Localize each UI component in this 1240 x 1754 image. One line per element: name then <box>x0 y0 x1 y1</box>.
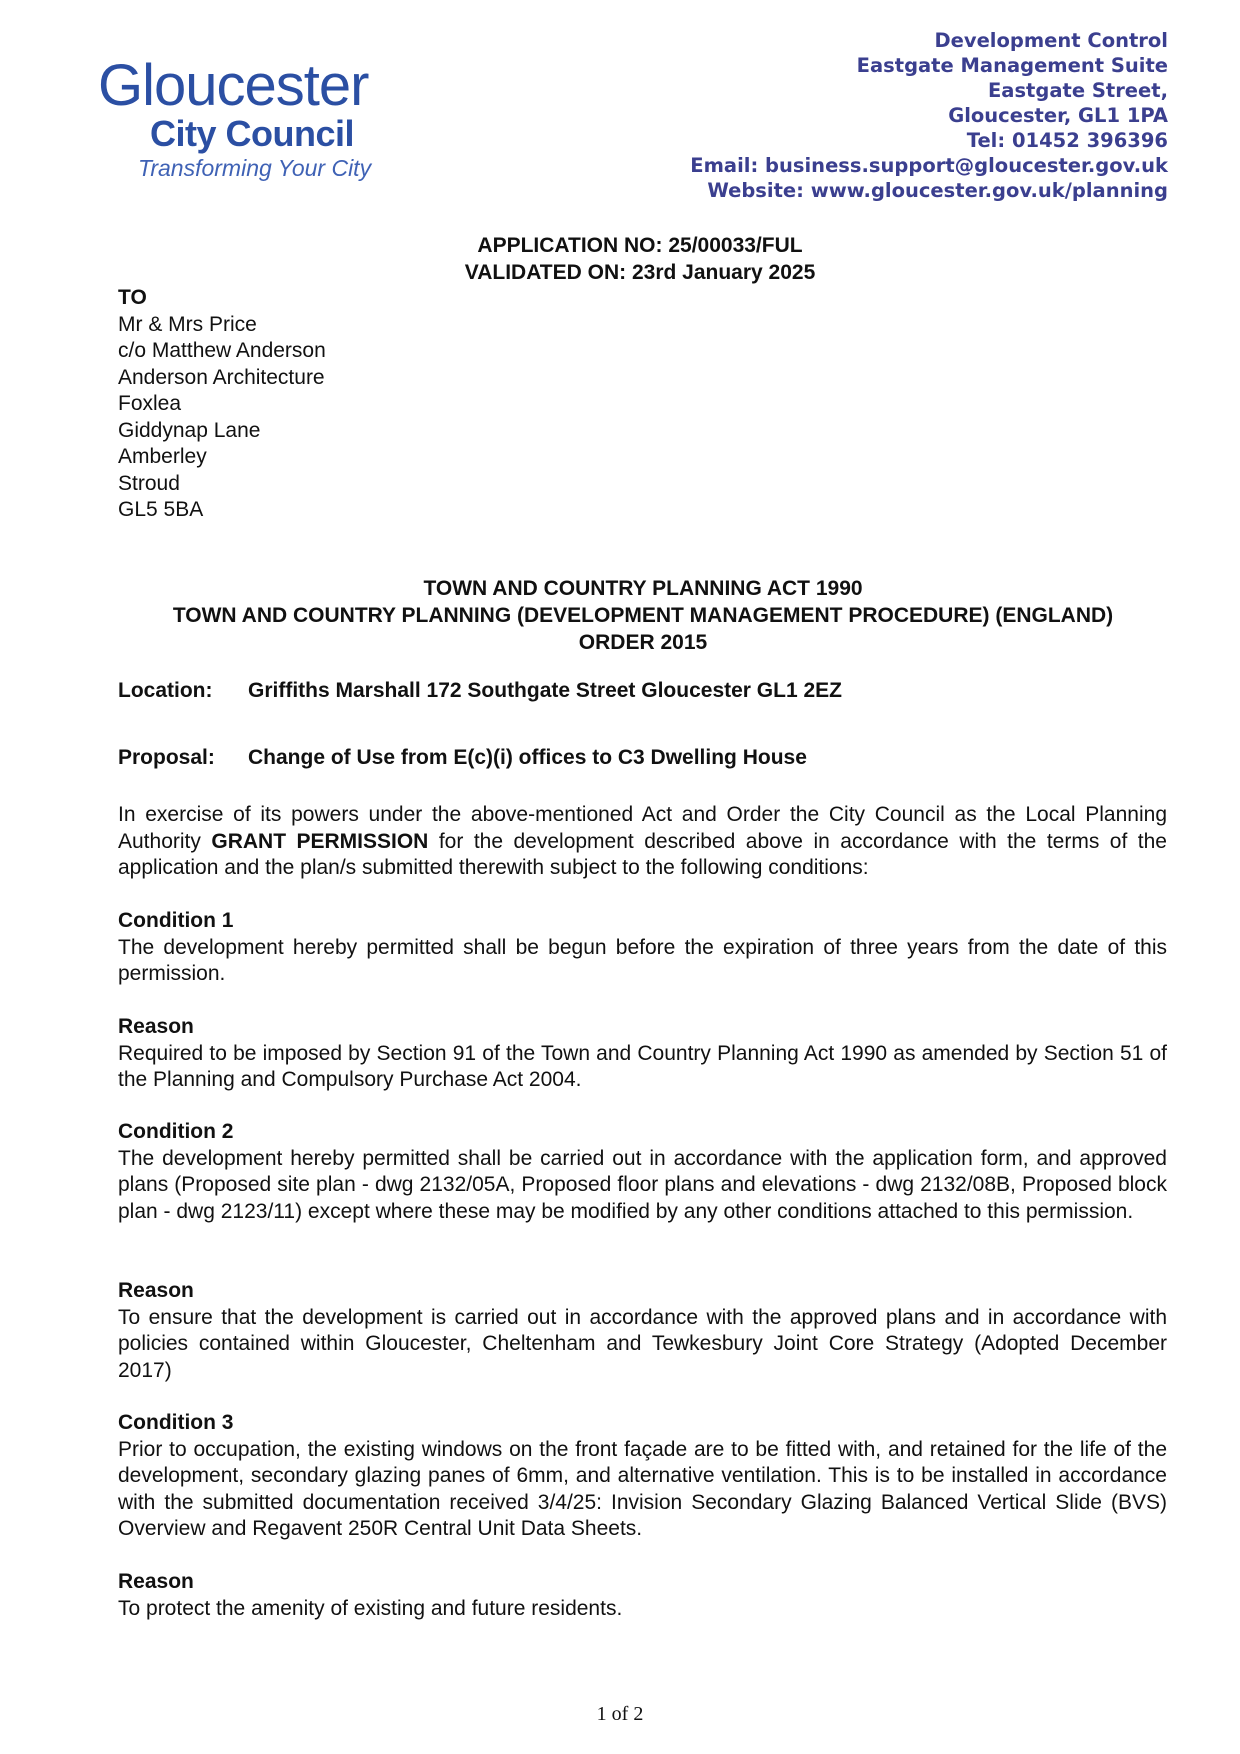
recipient-address <box>118 285 326 524</box>
reason-text: To ensure that the development is carried out in accordance with the approved plans and in accordance with policies contained within Gloucester, Cheltenham and Tewkesbury Joint Core Strategy (Adopted December 2017) <box>118 1305 1167 1382</box>
reason-text: Required to be imposed by Section 91 of the Town and Country Planning Act 1990 as amended by Section 51 of the Planning and Compulsory Purchase Act 2004. <box>118 1041 1167 1091</box>
address-line: Giddynap Lane <box>118 418 261 442</box>
contact-website[interactable]: Website: www.gloucester.gov.uk/planning <box>707 179 1168 202</box>
contact-city: Gloucester, GL1 1PA <box>948 104 1168 127</box>
location-label: Location: <box>118 679 213 702</box>
acts-heading <box>118 575 1168 656</box>
address-line: Stroud <box>118 471 180 495</box>
intro-before: In exercise of its powers under the above-mentioned Act and Order the City Council as the Local Planning Authority <box>118 803 1167 853</box>
condition-2 <box>118 1119 1167 1225</box>
condition-text: Prior to occupation, the existing windows on the front façade are to be fitted with, and retained for the life of the development, secondary glazing panes of 6mm, and alternative ventilation. This is to be installed in accordance with the submitted documentation received 3/4/25: Invision Secondary Glazing Balanced Vertical Slide (BVS) Overview and Regavent 250R Central Unit Data Sheets. <box>118 1437 1167 1540</box>
intro-paragraph <box>118 802 1167 882</box>
address-line: GL5 5BA <box>118 498 204 521</box>
decision-text: GRANT PERMISSION <box>211 829 429 853</box>
address-line: c/o Matthew Anderson <box>118 339 326 362</box>
act-line-1: TOWN AND COUNTRY PLANNING ACT 1990 <box>423 577 863 600</box>
contact-suite: Eastgate Management Suite <box>856 54 1168 77</box>
logo-line-2: City Council <box>150 113 355 154</box>
reason-1 <box>118 1014 1167 1094</box>
contact-block <box>690 28 1168 203</box>
application-header <box>440 232 840 286</box>
reason-text: To protect the amenity of existing and future residents. <box>118 1596 623 1620</box>
condition-title: Condition 1 <box>118 909 234 932</box>
application-number: APPLICATION NO: 25/00033/FUL <box>477 234 803 257</box>
council-logo <box>98 53 408 186</box>
reason-title: Reason <box>118 1015 194 1038</box>
address-line: Foxlea <box>118 392 182 415</box>
condition-3 <box>118 1410 1167 1543</box>
condition-text: The development hereby permitted shall be begun before the expiration of three years from the date of this permission. <box>118 935 1167 985</box>
proposal-value: Change of Use from E(c)(i) offices to C3 Dwelling House <box>248 746 807 769</box>
condition-text: The development hereby permitted shall be carried out in accordance with the application form, and approved plans (Proposed site plan - dwg 2132/05A, Proposed floor plans and elevations - dwg 2132/08B, Proposed block plan - dwg 2123/11) except where these may be modified by any other conditions attached to this permission. <box>118 1146 1167 1223</box>
contact-email[interactable]: Email: business.support@gloucester.gov.uk <box>690 154 1168 177</box>
page-number: 1 of 2 <box>596 1703 644 1725</box>
condition-1 <box>118 908 1167 988</box>
contact-street: Eastgate Street, <box>987 79 1168 102</box>
intro-after: for the development described above in accordance with the terms of the application and the plan/s submitted therewith subject to the following conditions: <box>118 829 1167 879</box>
logo-line-1: Gloucester <box>98 53 369 118</box>
reason-title: Reason <box>118 1279 194 1302</box>
reason-2 <box>118 1278 1167 1384</box>
contact-tel: Tel: 01452 396396 <box>966 129 1168 152</box>
address-line: Anderson Architecture <box>118 365 325 389</box>
contact-dept: Development Control <box>934 29 1168 52</box>
address-line: Amberley <box>118 445 207 468</box>
proposal-row <box>118 744 807 771</box>
act-line-3: ORDER 2015 <box>578 631 708 654</box>
recipient-heading: TO <box>118 286 147 309</box>
act-line-2: TOWN AND COUNTRY PLANNING (DEVELOPMENT MANAGEMENT PROCEDURE) (ENGLAND) <box>172 604 1114 627</box>
address-line: Mr & Mrs Price <box>118 312 257 336</box>
proposal-label: Proposal: <box>118 746 215 769</box>
reason-title: Reason <box>118 1570 194 1593</box>
condition-title: Condition 2 <box>118 1120 234 1143</box>
location-row <box>118 677 842 704</box>
reason-3 <box>118 1569 1167 1622</box>
logo-tagline: Transforming Your City <box>138 155 372 181</box>
validated-date: VALIDATED ON: 23rd January 2025 <box>464 261 816 284</box>
location-value: Griffiths Marshall 172 Southgate Street Gloucester GL1 2EZ <box>248 679 842 702</box>
condition-title: Condition 3 <box>118 1411 234 1434</box>
